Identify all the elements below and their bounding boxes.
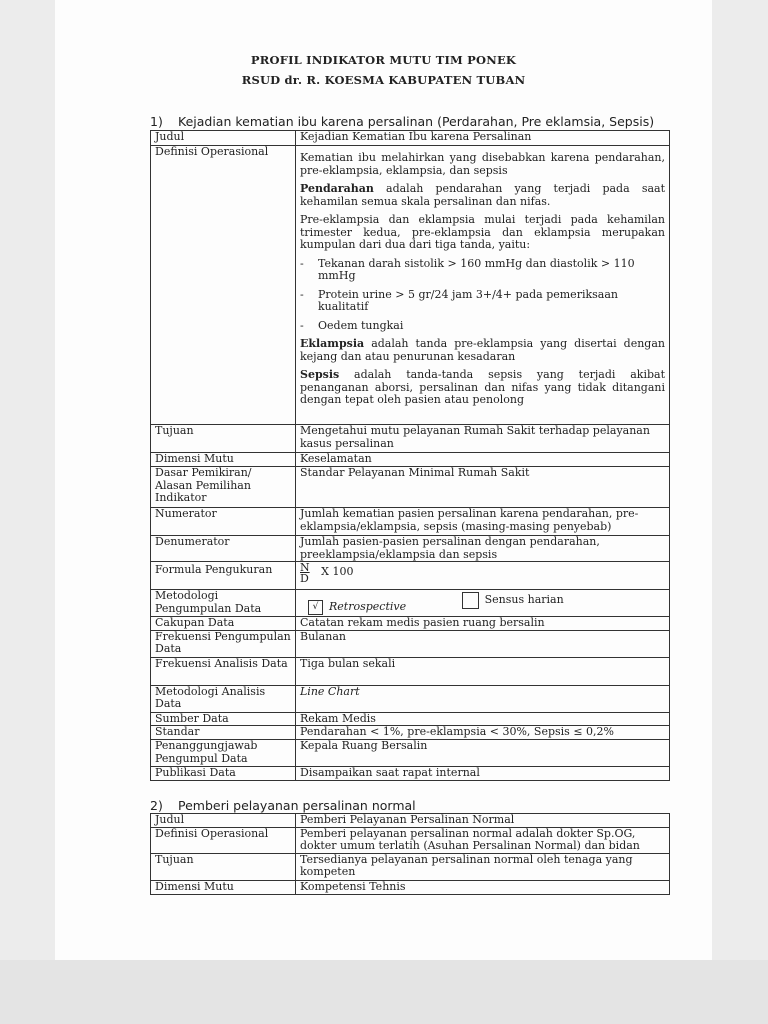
label-tujuan: Tujuan <box>151 425 296 453</box>
row-metod-analisis <box>151 685 670 712</box>
document-title: PROFIL INDIKATOR MUTU TIM PONEK <box>250 53 517 67</box>
section-1-title <box>150 114 654 129</box>
section-2-heading: Pemberi pelayanan persalinan normal <box>178 798 416 813</box>
value-numerator: Jumlah kematian pasien persalinan karena pendarahan, pre-eklampsia/eklampsia, sepsis (masing-masing penyebab) <box>296 508 670 536</box>
label-numerator: Numerator <box>151 508 296 536</box>
label-dasar: Dasar Pemikiran/ Alasan Pemilihan Indikator <box>151 467 296 508</box>
label-dimensi: Dimensi Mutu <box>151 453 296 467</box>
value-definisi <box>296 146 670 425</box>
label-sumber: Sumber Data <box>151 712 296 726</box>
checkbox-retrospective[interactable]: √ <box>308 600 323 615</box>
row-dimensi <box>151 880 670 894</box>
value-dimensi: Keselamatan <box>296 453 670 467</box>
row-numerator <box>151 508 670 536</box>
label-sensus-harian: Sensus harian <box>484 592 564 606</box>
value-dimensi: Kompetensi Tehnis <box>296 880 670 894</box>
label-tujuan: Tujuan <box>151 853 296 880</box>
value-dasar: Standar Pelayanan Minimal Rumah Sakit <box>296 467 670 508</box>
definisi-p2: Pendarahan adalah pendarahan yang terjadi pada saat kehamilan semua skala persalinan dan nifas. <box>300 182 665 208</box>
label-metodologi: Metodologi Pengumpulan Data <box>151 590 296 617</box>
row-standar <box>151 726 670 740</box>
value-publikasi: Disampaikan saat rapat internal <box>296 767 670 781</box>
value-denumerator: Jumlah pasien-pasien persalinan dengan pendarahan, preeklampsia/eklampsia dan sepsis <box>296 536 670 562</box>
option-sensus-harian[interactable] <box>454 592 564 609</box>
label-metod-analisis: Metodologi Analisis Data <box>151 685 296 712</box>
value-cakupan: Catatan rekam medis pasien ruang bersalin <box>296 617 670 631</box>
label-pj: Penanggungjawab Pengumpul Data <box>151 740 296 767</box>
label-cakupan: Cakupan Data <box>151 617 296 631</box>
row-judul <box>151 131 670 146</box>
value-judul: Pemberi Pelayanan Persalinan Normal <box>296 814 670 828</box>
term-pendarahan: Pendarahan <box>300 182 374 195</box>
value-sumber: Rekam Medis <box>296 712 670 726</box>
formula-multiplier: X 100 <box>321 565 354 578</box>
formula-numerator: N <box>300 561 310 574</box>
section-2-number: 2) <box>150 798 163 813</box>
label-frek-kumpul: Frekuensi Pengumpulan Data <box>151 630 296 657</box>
label-judul: Judul <box>151 131 296 146</box>
definisi-p1: Kematian ibu melahirkan yang disebabkan karena pendarahan, pre-eklampsia, eklampsia, dan sepsis <box>300 151 665 177</box>
row-pj <box>151 740 670 767</box>
row-definisi <box>151 827 670 853</box>
label-frek-analisis: Frekuensi Analisis Data <box>151 657 296 685</box>
option-retrospective[interactable] <box>300 600 406 615</box>
label-judul: Judul <box>151 814 296 828</box>
row-tujuan <box>151 853 670 880</box>
document-subtitle: RSUD dr. R. KOESMA KABUPATEN TUBAN <box>241 73 526 87</box>
definisi-p4: Eklampsia adalah tanda pre-eklampsia yang disertai dengan kejang dan atau penurunan kesadaran <box>300 337 665 363</box>
indicator-table-1 <box>150 130 670 781</box>
label-retrospective: Retrospective <box>329 599 407 613</box>
formula-fraction <box>300 562 310 584</box>
row-tujuan <box>151 425 670 453</box>
section-1-heading: Kejadian kematian ibu karena persalinan (Perdarahan, Pre eklamsia, Sepsis) <box>178 114 655 129</box>
value-frek-kumpul: Bulanan <box>296 630 670 657</box>
label-formula: Formula Pengukuran <box>151 562 296 590</box>
definisi-p5: Sepsis adalah tanda-tanda sepsis yang terjadi akibat penanganan aborsi, persalinan dan nifas yang tidak ditangani dengan tepat oleh pasien atau penolong <box>300 368 665 406</box>
value-tujuan: Mengetahui mutu pelayanan Rumah Sakit terhadap pelayanan kasus persalinan <box>296 425 670 453</box>
row-sumber <box>151 712 670 726</box>
row-cakupan <box>151 617 670 631</box>
row-metodologi <box>151 590 670 617</box>
row-publikasi <box>151 767 670 781</box>
value-standar: Pendarahan < 1%, pre-eklampsia < 30%, Sepsis ≤ 0,2% <box>296 726 670 740</box>
label-definisi: Definisi Operasional <box>151 146 296 425</box>
term-sepsis: Sepsis <box>300 368 340 381</box>
value-metod-analisis: Line Chart <box>296 685 670 712</box>
section-1-number: 1) <box>150 114 163 129</box>
label-dimensi: Dimensi Mutu <box>151 880 296 894</box>
row-formula <box>151 562 670 590</box>
row-frek-kumpul <box>151 630 670 657</box>
value-judul: Kejadian Kematian Ibu karena Persalinan <box>296 131 670 146</box>
checkbox-sensus-harian[interactable] <box>462 592 479 609</box>
indicator-table-2 <box>150 813 670 895</box>
criteria-item: - Oedem tungkai <box>300 318 404 332</box>
criteria-item: - Tekanan darah sistolik > 160 mmHg dan diastolik > 110 mmHg <box>300 256 635 282</box>
label-standar: Standar <box>151 726 296 740</box>
term-eklampsia: Eklampsia <box>300 337 365 350</box>
row-judul <box>151 814 670 828</box>
row-dimensi <box>151 453 670 467</box>
label-definisi: Definisi Operasional <box>151 827 296 853</box>
formula-denominator: D <box>300 572 309 585</box>
definisi-p3: Pre-eklampsia dan eklampsia mulai terjadi pada kehamilan trimester kedua, pre-eklampsia dan eklampsia merupakan kumpulan dari dua dari tiga tanda, yaitu: <box>300 213 665 251</box>
criteria-item: - Protein urine > 5 gr/24 jam 3+/4+ pada pemeriksaan kualitatif <box>300 287 618 313</box>
label-denumerator: Denumerator <box>151 536 296 562</box>
value-pj: Kepala Ruang Bersalin <box>296 740 670 767</box>
value-metodologi <box>296 590 670 617</box>
label-publikasi: Publikasi Data <box>151 767 296 781</box>
section-2-title <box>150 798 416 813</box>
value-definisi: Pemberi pelayanan persalinan normal adalah dokter Sp.OG, dokter umum terlatih (Asuhan Persalinan Normal) dan bidan <box>296 827 670 853</box>
row-definisi <box>151 146 670 425</box>
row-dasar <box>151 467 670 508</box>
row-denumerator <box>151 536 670 562</box>
row-frek-analisis <box>151 657 670 685</box>
value-tujuan: Tersedianya pelayanan persalinan normal oleh tenaga yang kompeten <box>296 853 670 880</box>
value-formula <box>296 562 670 590</box>
scan-background <box>0 960 768 1024</box>
value-frek-analisis: Tiga bulan sekali <box>296 657 670 685</box>
